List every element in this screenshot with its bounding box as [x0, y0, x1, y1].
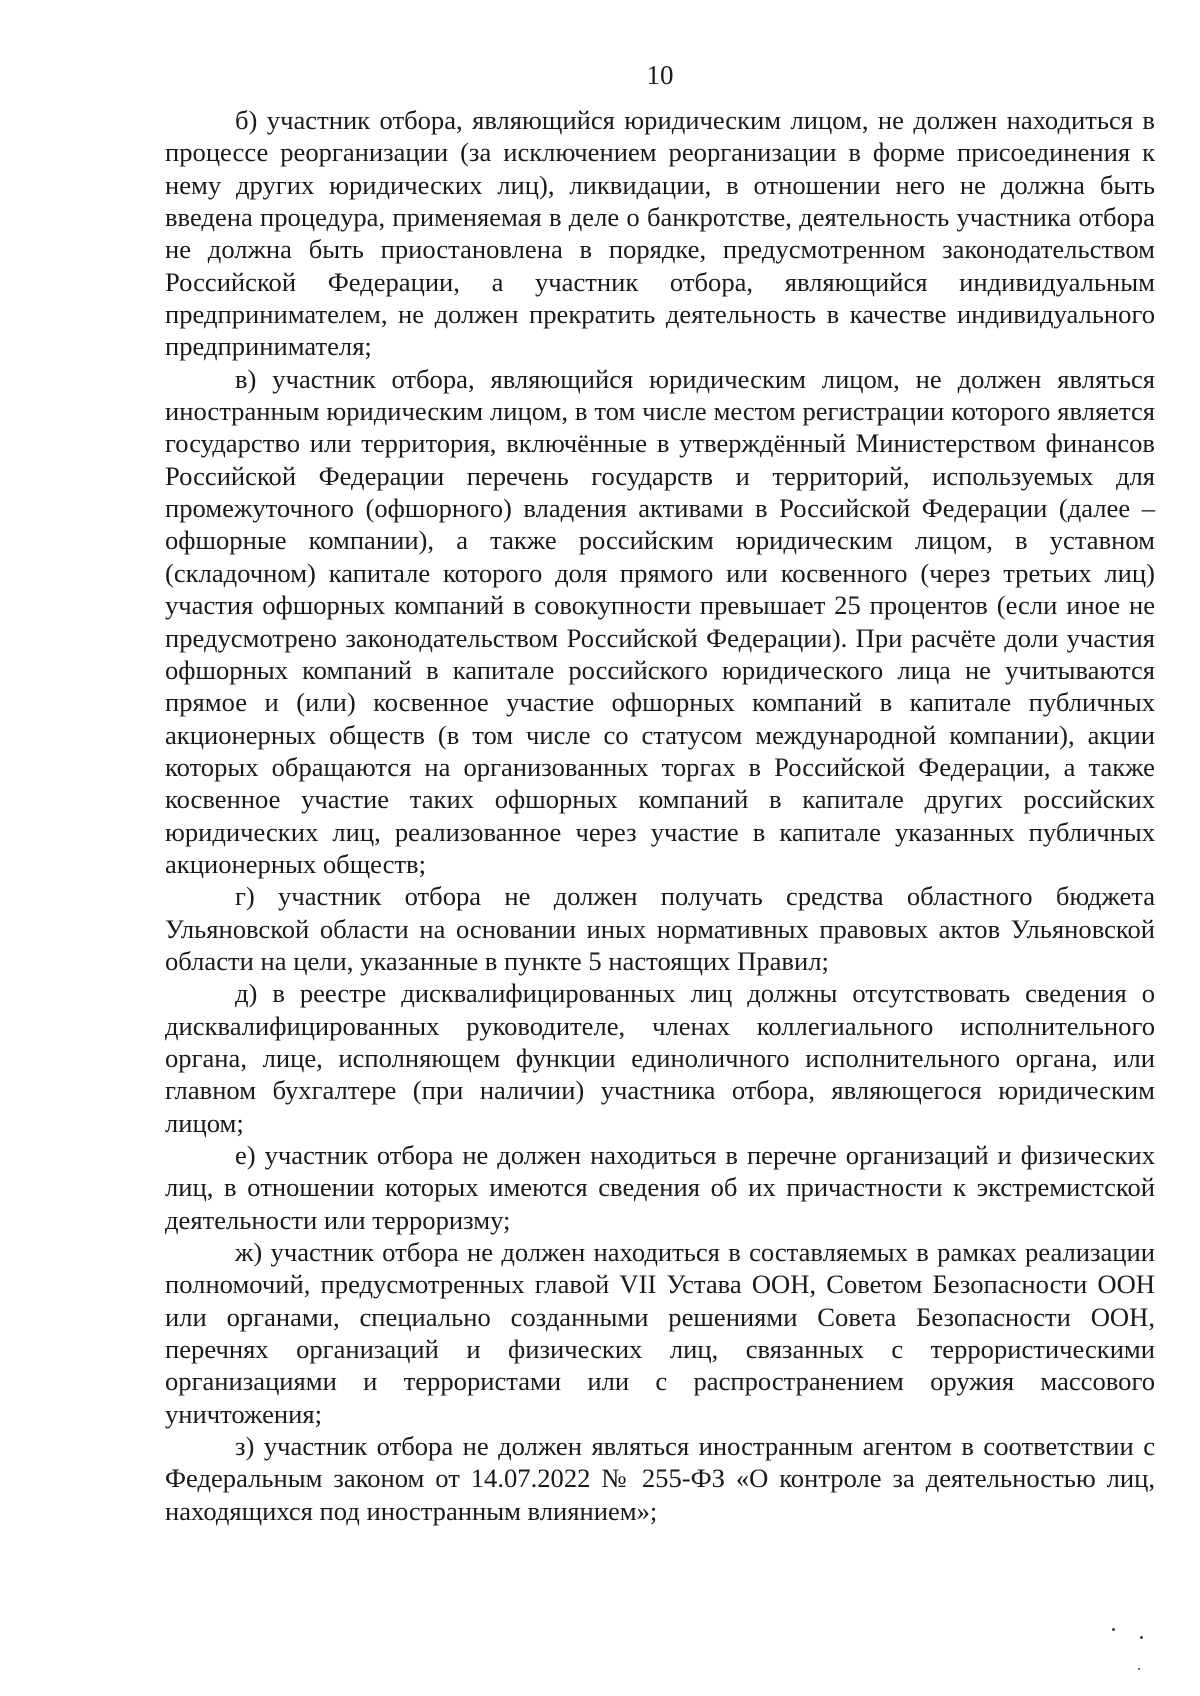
scan-speck: [1112, 1628, 1115, 1631]
scan-speck: [1138, 1668, 1140, 1670]
paragraph-z: з) участник отбора не должен являться иностранным агентом в соответствии с Федеральным законом от 14.07.2022 № 255-ФЗ «О контроле за деятельностью лиц, находящихся под иностранным влиянием»;: [165, 1431, 1155, 1526]
scan-speck: [1140, 1636, 1143, 1639]
paragraph-g: г) участник отбора не должен получать средства областного бюджета Ульяновской области на основании иных нормативных правовых актов Ульяновской области на цели, указанные в пункте 5 настоящих Правил;: [165, 881, 1155, 976]
paragraph-zh: ж) участник отбора не должен находиться в составляемых в рамках реализации полномочий, предусмотренных главой VII Устава ООН, Советом Безопасности ООН или органами, специально созданными решениями Совета Безопасности ООН, перечнях организаций и физических лиц, связанных с террористическими организациями и террористами или с распространением оружия массового уничтожения;: [165, 1237, 1155, 1429]
paragraph-d: д) в реестре дисквалифицированных лиц должны отсутствовать сведения о дисквалифицированных руководителе, членах коллегиального исполнительного органа, лице, исполняющем функции единоличного исполнительного органа, или главном бухгалтере (при наличии) участника отбора, являющегося юридическим лицом;: [165, 978, 1155, 1138]
paragraph-b: б) участник отбора, являющийся юридическим лицом, не должен находиться в процессе реорганизации (за исключением реорганизации в форме присоединения к нему других юридических лиц), ликвидации, в отношении него не должна быть введена процедура, применяемая в деле о банкротстве, деятельность участника отбора не должна быть приостановлена в порядке, предусмотренном законодательством Российской Федерации, а участник отбора, являющийся индивидуальным предпринимателем, не должен прекратить деятельность в качестве индивидуального предпринимателя;: [165, 105, 1155, 362]
paragraph-e: е) участник отбора не должен находиться в перечне организаций и физических лиц, в отношении которых имеются сведения об их причастности к экстремистской деятельности или терроризму;: [165, 1140, 1155, 1235]
page-number: 10: [646, 60, 674, 90]
paragraph-v: в) участник отбора, являющийся юридическим лицом, не должен являться иностранным юридическим лицом, в том числе местом регистрации которого является государство или территория, включённые в утверждённый Министерством финансов Российской Федерации перечень государств и территорий, используемых для промежуточного (офшорного) владения активами в Российской Федерации (далее – офшорные компании), а также российским юридическим лицом, в уставном (складочном) капитале которого доля прямого или косвенного (через третьих лиц) участия офшорных компаний в совокупности превышает 25 процентов (если иное не предусмотрено законодательством Российской Федерации). При расчёте доли участия офшорных компаний в капитале российского юридического лица не учитываются прямое и (или) косвенное участие офшорных компаний в капитале публичных акционерных обществ (в том числе со статусом международной компании), акции которых обращаются на организованных торгах в Российской Федерации, а также косвенное участие таких офшорных компаний в капитале других российских юридических лиц, реализованное через участие в капитале указанных публичных акционерных обществ;: [165, 363, 1155, 879]
document-body: [165, 104, 1155, 1527]
